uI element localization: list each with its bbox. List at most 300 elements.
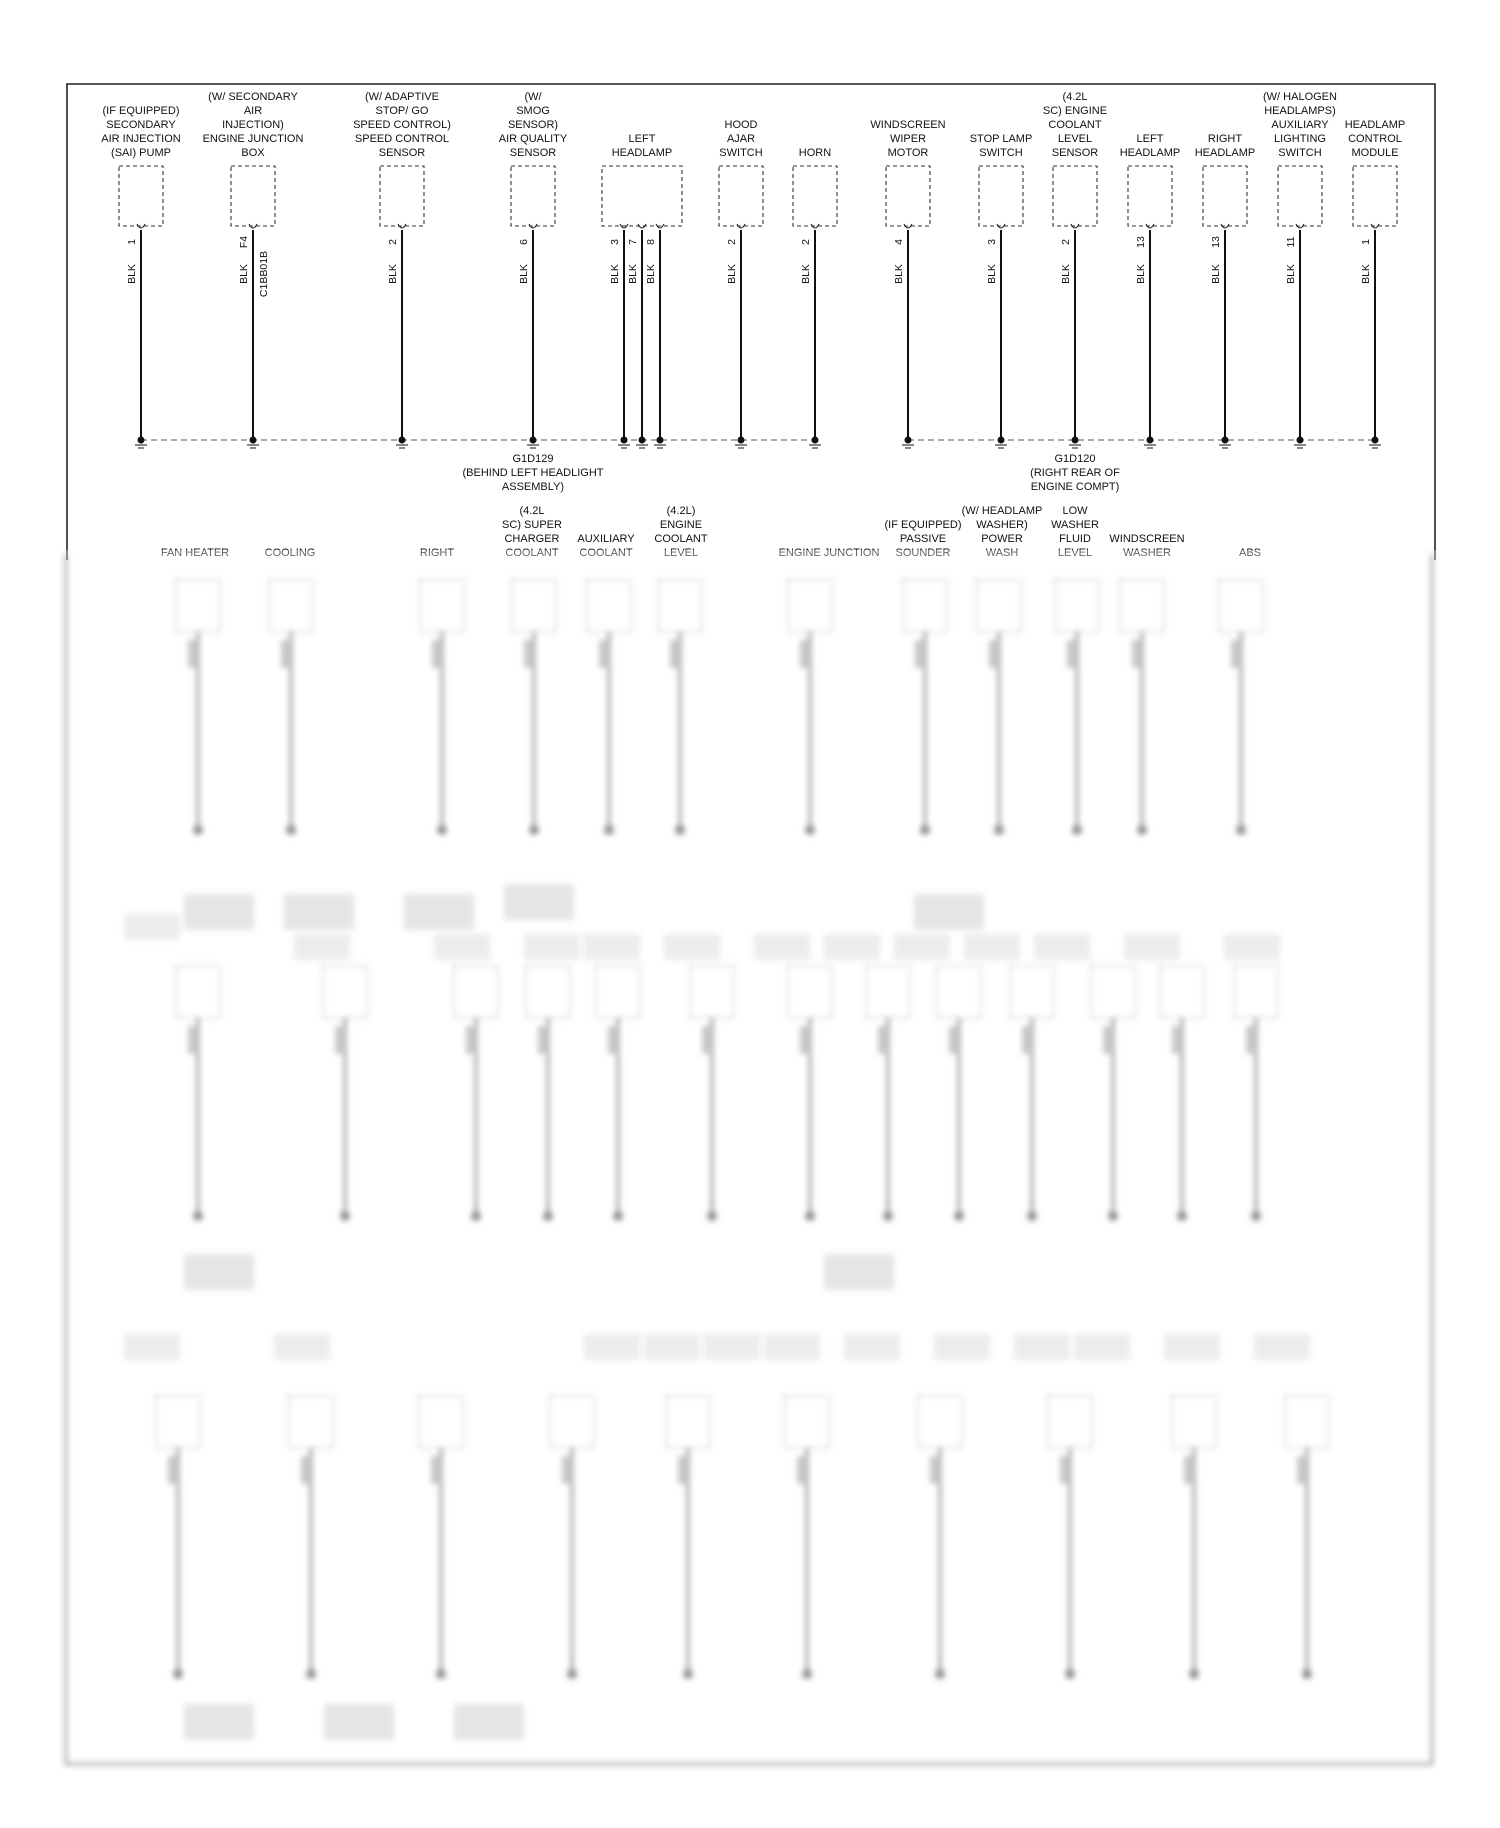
wire-color: BLK [1210,264,1222,284]
blurred-box [512,580,556,632]
pin-number: 13 [1135,236,1147,248]
blurred-label [704,1334,760,1360]
blurred-box [323,966,367,1018]
blurred-text [284,894,354,930]
wire-color: BLK [627,264,639,284]
blurred-text [824,1254,894,1290]
blurred-ground [306,1669,316,1679]
blurred-ground [805,1211,815,1221]
component-label: (W/ HALOGEN [1263,91,1337,103]
component-8 [970,133,1033,448]
blurred-ground [286,825,296,835]
blurred-wire-label [702,1026,712,1054]
component-3 [499,91,568,448]
blurred-wire-label [608,1026,618,1054]
wire-color: BLK [1360,264,1372,284]
component-label: INJECTION) [222,119,284,131]
row2-label-line: WASHER [1123,547,1171,559]
blurred-label [274,1334,330,1360]
blurred-ground [683,1669,693,1679]
row2-label-8 [962,505,1043,559]
ground-label-line: (RIGHT REAR OF [1030,467,1120,479]
blurred-wire-label [335,1026,345,1054]
blurred-label [1254,1334,1310,1360]
blurred-ground [1072,825,1082,835]
ground-label-g1d120 [1030,453,1120,493]
blurred-ground [1065,1669,1075,1679]
connector-box [231,166,275,226]
blurred-label [824,934,880,960]
blurred-label [764,1334,820,1360]
blurred-wire-label [1060,1456,1070,1484]
connector-box [380,166,424,226]
blurred-label [894,934,950,960]
component-label: WINDSCREEN [870,119,946,131]
ground-label-line: ENGINE COMPT) [1030,481,1120,493]
blurred-box [419,1396,463,1448]
pin-number: 4 [893,239,905,245]
blurred-label [1014,1334,1070,1360]
blurred-ground [802,1669,812,1679]
blurred-ground [436,1669,446,1679]
component-label: ENGINE JUNCTION [202,133,304,145]
blurred-wire-label [188,1026,198,1054]
blurred-ground [883,1211,893,1221]
component-1 [203,91,304,448]
connector-box [1053,166,1097,226]
blurred-ground [1251,1211,1261,1221]
pin-cup [638,224,646,228]
ground-point [530,437,537,444]
pin-number: 7 [627,239,639,245]
blurred-wire-label [188,640,198,668]
blurred-ground [675,825,685,835]
component-label: AIR QUALITY [498,133,568,145]
component-0 [101,105,181,448]
blurred-diagram-section [64,554,1434,1774]
pin-number: 2 [1060,239,1072,245]
blurred-box [666,1396,710,1448]
component-label: SWITCH [1278,147,1322,159]
blurred-wire-label [915,640,925,668]
wire-color: BLK [645,264,657,284]
blurred-box [289,1396,333,1448]
blurred-ground [604,825,614,835]
component-label: SWITCH [979,147,1023,159]
connector-box [602,166,682,226]
ground-label-line: G1D129 [512,453,554,465]
ground-label-line: (BEHIND LEFT HEADLIGHT [462,467,604,479]
pin-number: 13 [1210,236,1222,248]
wire-color: BLK [609,264,621,284]
blurred-ground [920,825,930,835]
blurred-wire-label [466,1026,476,1054]
blurred-ground [193,1211,203,1221]
row2-label-line: COOLANT [654,533,708,545]
connector-box [979,166,1023,226]
component-label: BOX [241,147,265,159]
blurred-box [785,1396,829,1448]
blurred-wire-label [281,640,291,668]
row2-label-line: ABS [1238,547,1262,559]
ground-point [657,437,664,444]
row2-label-line: AUXILIARY [577,533,635,545]
blurred-wire-label [797,1456,807,1484]
blurred-label [584,934,640,960]
component-label: HOOD [724,119,758,131]
ground-point [1297,437,1304,444]
blurred-label [294,934,350,960]
blurred-box [977,580,1021,632]
blurred-wire-label [800,640,810,668]
blurred-label [1074,1334,1130,1360]
blurred-label [1124,934,1180,960]
row2-label-line: LOW [1062,505,1088,517]
connector-box [1353,166,1397,226]
component-label: LEFT [628,133,656,145]
blurred-label [1034,934,1090,960]
pin-number: 11 [1285,236,1297,248]
blurred-label [584,1334,640,1360]
blurred-ground [613,1211,623,1221]
component-2 [353,91,451,448]
row2-label-line: (IF EQUIPPED) [884,519,962,531]
blurred-box [937,966,981,1018]
component-label: HORN [798,147,832,159]
blurred-wire-label [1297,1456,1307,1484]
blurred-wire-label [168,1456,178,1484]
component-label: SMOG [516,105,550,117]
blurred-wire-label [930,1456,940,1484]
ground-point [621,437,628,444]
ground-point [905,437,912,444]
ground-point [1147,437,1154,444]
component-7 [870,119,945,448]
blurred-wire-label [949,1026,959,1054]
row2-label-line: FAN HEATER [160,547,230,559]
blurred-box [269,580,313,632]
row2-label-line: ENGINE [659,519,703,531]
wire-color: BLK [1285,264,1297,284]
blurred-ground [1108,1211,1118,1221]
ground-point [1072,437,1079,444]
ground-point [1222,437,1229,444]
blurred-label [664,934,720,960]
ground-label-g1d129 [463,453,604,493]
blurred-wire-label [432,640,442,668]
connector-box [886,166,930,226]
blurred-wire-label [431,1456,441,1484]
component-label: MODULE [1351,147,1399,159]
component-label: (W/ [524,91,542,103]
row2-label-line: POWER [981,533,1023,545]
component-label: HEADLAMP [1194,147,1256,159]
component-4 [602,133,682,448]
blurred-wire-label [878,1026,888,1054]
blurred-row-3 [176,966,1278,1221]
connector-box [511,166,555,226]
blurred-box [1091,966,1135,1018]
component-label: SWITCH [719,147,763,159]
component-11 [1195,133,1256,448]
component-label: SECONDARY [106,119,176,131]
blurred-label [644,1334,700,1360]
blurred-ground [1177,1211,1187,1221]
blurred-label [1164,1334,1220,1360]
component-label: STOP/ GO [375,105,429,117]
wire-color: BLK [800,264,812,284]
ground-point [639,437,646,444]
blurred-frame [66,554,1432,1764]
blurred-ground [340,1211,350,1221]
row2-label-line: WASHER) [976,519,1028,531]
row2-label-line: COOLANT [579,547,633,559]
component-12 [1263,91,1337,448]
blurred-text [504,884,574,920]
component-label: SENSOR [378,147,426,159]
wire-color: BLK [387,264,399,284]
connector-box [1128,166,1172,226]
blurred-wire-label [678,1456,688,1484]
row2-label-line: WASH [985,547,1019,559]
components-row-1 [101,91,1405,448]
ground-point [812,437,819,444]
pin-number: 2 [800,239,812,245]
ground-point [738,437,745,444]
blurred-label [434,934,490,960]
row2-label-3 [502,505,562,559]
blurred-ground [1137,825,1147,835]
blurred-text [184,894,254,930]
blurred-wire-label [1184,1456,1194,1484]
blurred-box [1234,966,1278,1018]
connector-box [1203,166,1247,226]
blurred-box [1055,580,1099,632]
row2-label-line: (W/ HEADLAMP [961,505,1043,517]
row2-label-9 [1051,505,1099,559]
blurred-text [184,1704,254,1740]
blurred-ground [529,825,539,835]
blurred-label [964,934,1020,960]
blurred-box [156,1396,200,1448]
wire-color: BLK [726,264,738,284]
ground-label-line: ASSEMBLY) [501,481,565,493]
blurred-box [658,580,702,632]
component-label: SPEED CONTROL [354,133,450,145]
blurred-box [1219,580,1263,632]
component-9 [1043,91,1107,448]
blurred-label [1224,934,1280,960]
pin-number: 3 [986,239,998,245]
component-label: AIR INJECTION [101,133,181,145]
row2-label-line: SC) SUPER [502,519,562,531]
component-label: COOLANT [1048,119,1102,131]
blurred-ground [567,1669,577,1679]
row2-label-line: COOLANT [505,547,559,559]
row2-label-line: RIGHT [419,547,455,559]
blurred-box [420,580,464,632]
blurred-label [124,914,180,940]
blurred-box [454,966,498,1018]
blurred-box [1010,966,1054,1018]
row2-label-line: SOUNDER [895,547,951,559]
component-label: AUXILIARY [1271,119,1329,131]
row2-label-line: CHARGER [504,533,560,545]
component-label: HEADLAMPS) [1264,105,1336,117]
blurred-text [404,894,474,930]
component-label: RIGHT [1207,133,1243,145]
blurred-box [866,966,910,1018]
pin-number: 1 [126,239,138,245]
component-label: WIPER [889,133,927,145]
blurred-label [754,934,810,960]
blurred-box [1285,1396,1329,1448]
blurred-box [550,1396,594,1448]
wire-color: BLK [893,264,905,284]
component-label: LIGHTING [1274,133,1326,145]
blurred-box [1160,966,1204,1018]
blurred-text [454,1704,524,1740]
connector-id: C1BB01B [258,250,270,298]
pin-number: 6 [518,239,530,245]
component-label: (W/ SECONDARY [208,91,298,103]
pin-number: 2 [726,239,738,245]
wire-color: BLK [986,264,998,284]
connector-box [1278,166,1322,226]
blurred-wire-label [1022,1026,1032,1054]
blurred-box [176,580,220,632]
component-13 [1345,119,1406,448]
wire-color: BLK [1135,264,1147,284]
blurred-box [918,1396,962,1448]
wire-color: BLK [518,264,530,284]
blurred-box [690,966,734,1018]
blurred-ground [543,1211,553,1221]
component-label: HEADLAMP [1344,119,1406,131]
blurred-ground [1302,1669,1312,1679]
blurred-wire-label [524,640,534,668]
blurred-wire-label [1132,640,1142,668]
blurred-box [788,966,832,1018]
component-6 [793,147,837,448]
wire-color: BLK [126,264,138,284]
ground-point [138,437,145,444]
blurred-label [524,934,580,960]
blurred-box [526,966,570,1018]
blurred-wire-label [989,640,999,668]
blurred-text [324,1704,394,1740]
row2-label-line: (4.2L) [666,505,696,517]
pin-number: 1 [1360,239,1372,245]
blurred-ground [954,1211,964,1221]
blurred-ground [173,1669,183,1679]
blurred-box [596,966,640,1018]
ground-point [399,437,406,444]
row2-label-line: WASHER [1051,519,1099,531]
component-label: AIR [243,105,263,117]
blurred-label [124,1334,180,1360]
row2-label-line: COOLING [264,547,316,559]
component-label: SPEED CONTROL) [353,119,451,131]
blurred-row-2 [176,580,1263,835]
blurred-ground [994,825,1004,835]
blurred-box [587,580,631,632]
blurred-box [788,580,832,632]
blurred-wire-label [599,640,609,668]
blurred-box [1120,580,1164,632]
row2-label-line: (4.2L [519,505,545,517]
row2-label-5 [654,505,707,559]
component-label: LEVEL [1057,133,1093,145]
blurred-row-4 [156,1396,1329,1679]
ground-point [250,437,257,444]
component-label: (W/ ADAPTIVE [365,91,439,103]
blurred-ground [1189,1669,1199,1679]
component-label: SC) ENGINE [1042,105,1108,117]
blurred-wire-label [538,1026,548,1054]
component-label: HEADLAMP [611,147,673,159]
connector-box [793,166,837,226]
blurred-box [1048,1396,1092,1448]
row2-label-7 [884,519,961,559]
component-label: MOTOR [887,147,929,159]
blurred-wire-label [1067,640,1077,668]
pin-number: F4 [238,235,250,249]
wire-color: BLK [238,264,250,284]
blurred-box [176,966,220,1018]
component-label: HEADLAMP [1119,147,1181,159]
row2-label-line: LEVEL [663,547,699,559]
connector-box [719,166,763,226]
blurred-ground [805,825,815,835]
pin-number: 3 [609,239,621,245]
ground-point [1372,437,1379,444]
component-label: CONTROL [1348,133,1402,145]
blurred-wire-label [301,1456,311,1484]
row2-label-line: ENGINE JUNCTION [778,547,880,559]
row2-label-line: FLUID [1059,533,1091,545]
blurred-wire-label [800,1026,810,1054]
component-10 [1120,133,1181,448]
ground-label-line: G1D120 [1054,453,1096,465]
blurred-box [903,580,947,632]
blurred-wire-label [562,1456,572,1484]
blurred-label [844,1334,900,1360]
row2-label-line: WINDSCREEN [1109,533,1185,545]
blurred-wire-label [1172,1026,1182,1054]
pin-number: 2 [387,239,399,245]
component-label: SENSOR [1051,147,1099,159]
blurred-wire-label [1103,1026,1113,1054]
ground-point [998,437,1005,444]
blurred-ground [1236,825,1246,835]
pin-number: 8 [645,239,657,245]
blurred-ground [1027,1211,1037,1221]
blurred-text [914,894,984,930]
blurred-wire-label [670,640,680,668]
blurred-ground [193,825,203,835]
component-label: SENSOR) [507,119,559,131]
component-label: (IF EQUIPPED) [102,105,180,117]
component-5 [719,119,763,448]
blurred-wire-label [1246,1026,1256,1054]
blurred-ground [707,1211,717,1221]
blurred-box [1172,1396,1216,1448]
ground-labels [463,453,1121,493]
component-label: STOP LAMP [969,133,1033,145]
blurred-ground [935,1669,945,1679]
component-label: SENSOR [509,147,557,159]
